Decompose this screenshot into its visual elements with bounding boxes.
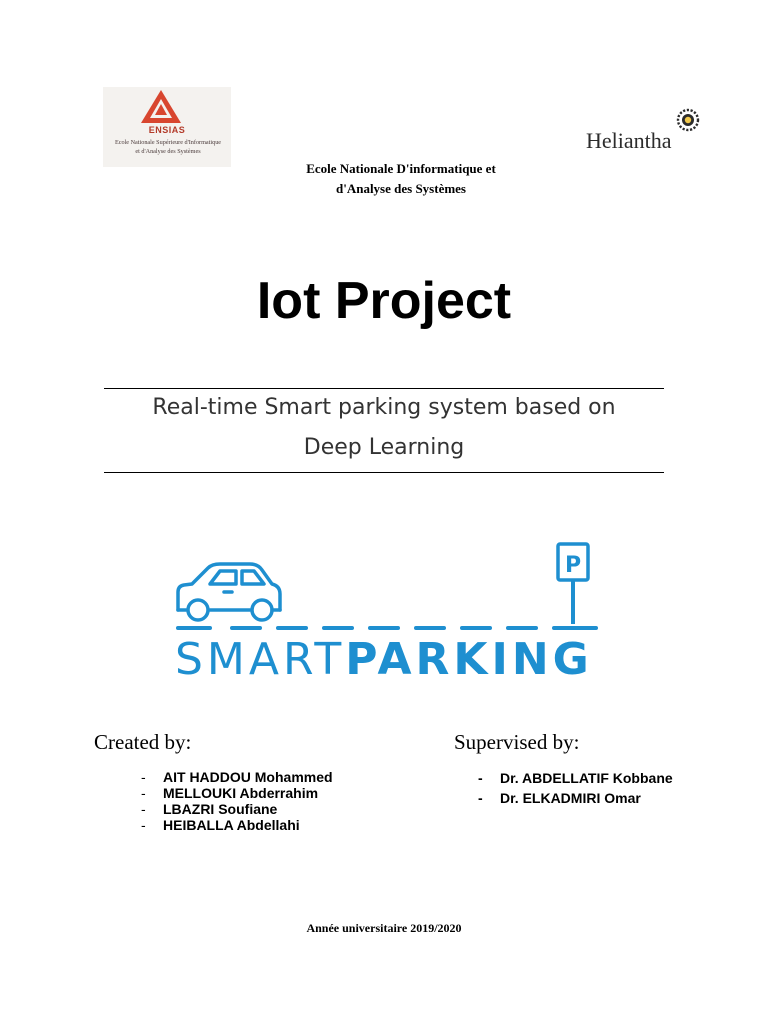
subtitle-rule-bottom bbox=[104, 472, 664, 473]
parking-sign-letter: P bbox=[564, 553, 582, 578]
heliantha-logo bbox=[582, 104, 702, 158]
ensias-triangle-icon bbox=[103, 87, 231, 127]
ensias-tagline bbox=[105, 138, 231, 156]
smart-parking-wordmark bbox=[175, 632, 593, 688]
ensias-tagline-line2: et d'Analyse des Systèmes bbox=[135, 148, 201, 155]
author-name: HEIBALLA Abdellahi bbox=[163, 817, 300, 833]
school-name-line2: d'Analyse des Systèmes bbox=[335, 181, 466, 196]
school-name-line1: Ecole Nationale D'informatique et bbox=[306, 161, 496, 176]
heliantha-name: Heliantha bbox=[586, 128, 672, 153]
sunflower-icon bbox=[674, 106, 702, 134]
document-title: Iot Project bbox=[256, 272, 512, 330]
author-name: AIT HADDOU Mohammed bbox=[163, 769, 333, 785]
academic-year: Année universitaire 2019/2020 bbox=[306, 921, 462, 935]
subtitle-rule-top bbox=[104, 388, 664, 389]
author-name: LBAZRI Soufiane bbox=[163, 801, 278, 817]
wordmark-smart: SMART bbox=[175, 634, 346, 685]
supervised-by-heading: Supervised by: bbox=[454, 730, 580, 754]
created-by-heading: Created by: bbox=[94, 730, 192, 754]
car-icon bbox=[178, 564, 280, 620]
supervisor-name: Dr. ABDELLATIF Kobbane bbox=[500, 770, 673, 786]
ensias-acronym: ENSIAS bbox=[148, 125, 186, 135]
author-name: MELLOUKI Abderrahim bbox=[163, 785, 319, 801]
subtitle-line2: Deep Learning bbox=[303, 435, 465, 460]
parking-sign-icon bbox=[558, 544, 588, 624]
supervisor-name: Dr. ELKADMIRI Omar bbox=[500, 790, 641, 806]
wordmark-parking: PARKING bbox=[345, 634, 593, 685]
subtitle-line1: Real-time Smart parking system based on bbox=[152, 395, 616, 420]
ensias-logo bbox=[103, 87, 231, 167]
ensias-tagline-line1: Ecole Nationale Supérieure d'Informatique bbox=[114, 139, 222, 146]
smart-parking-graphic bbox=[170, 540, 600, 635]
